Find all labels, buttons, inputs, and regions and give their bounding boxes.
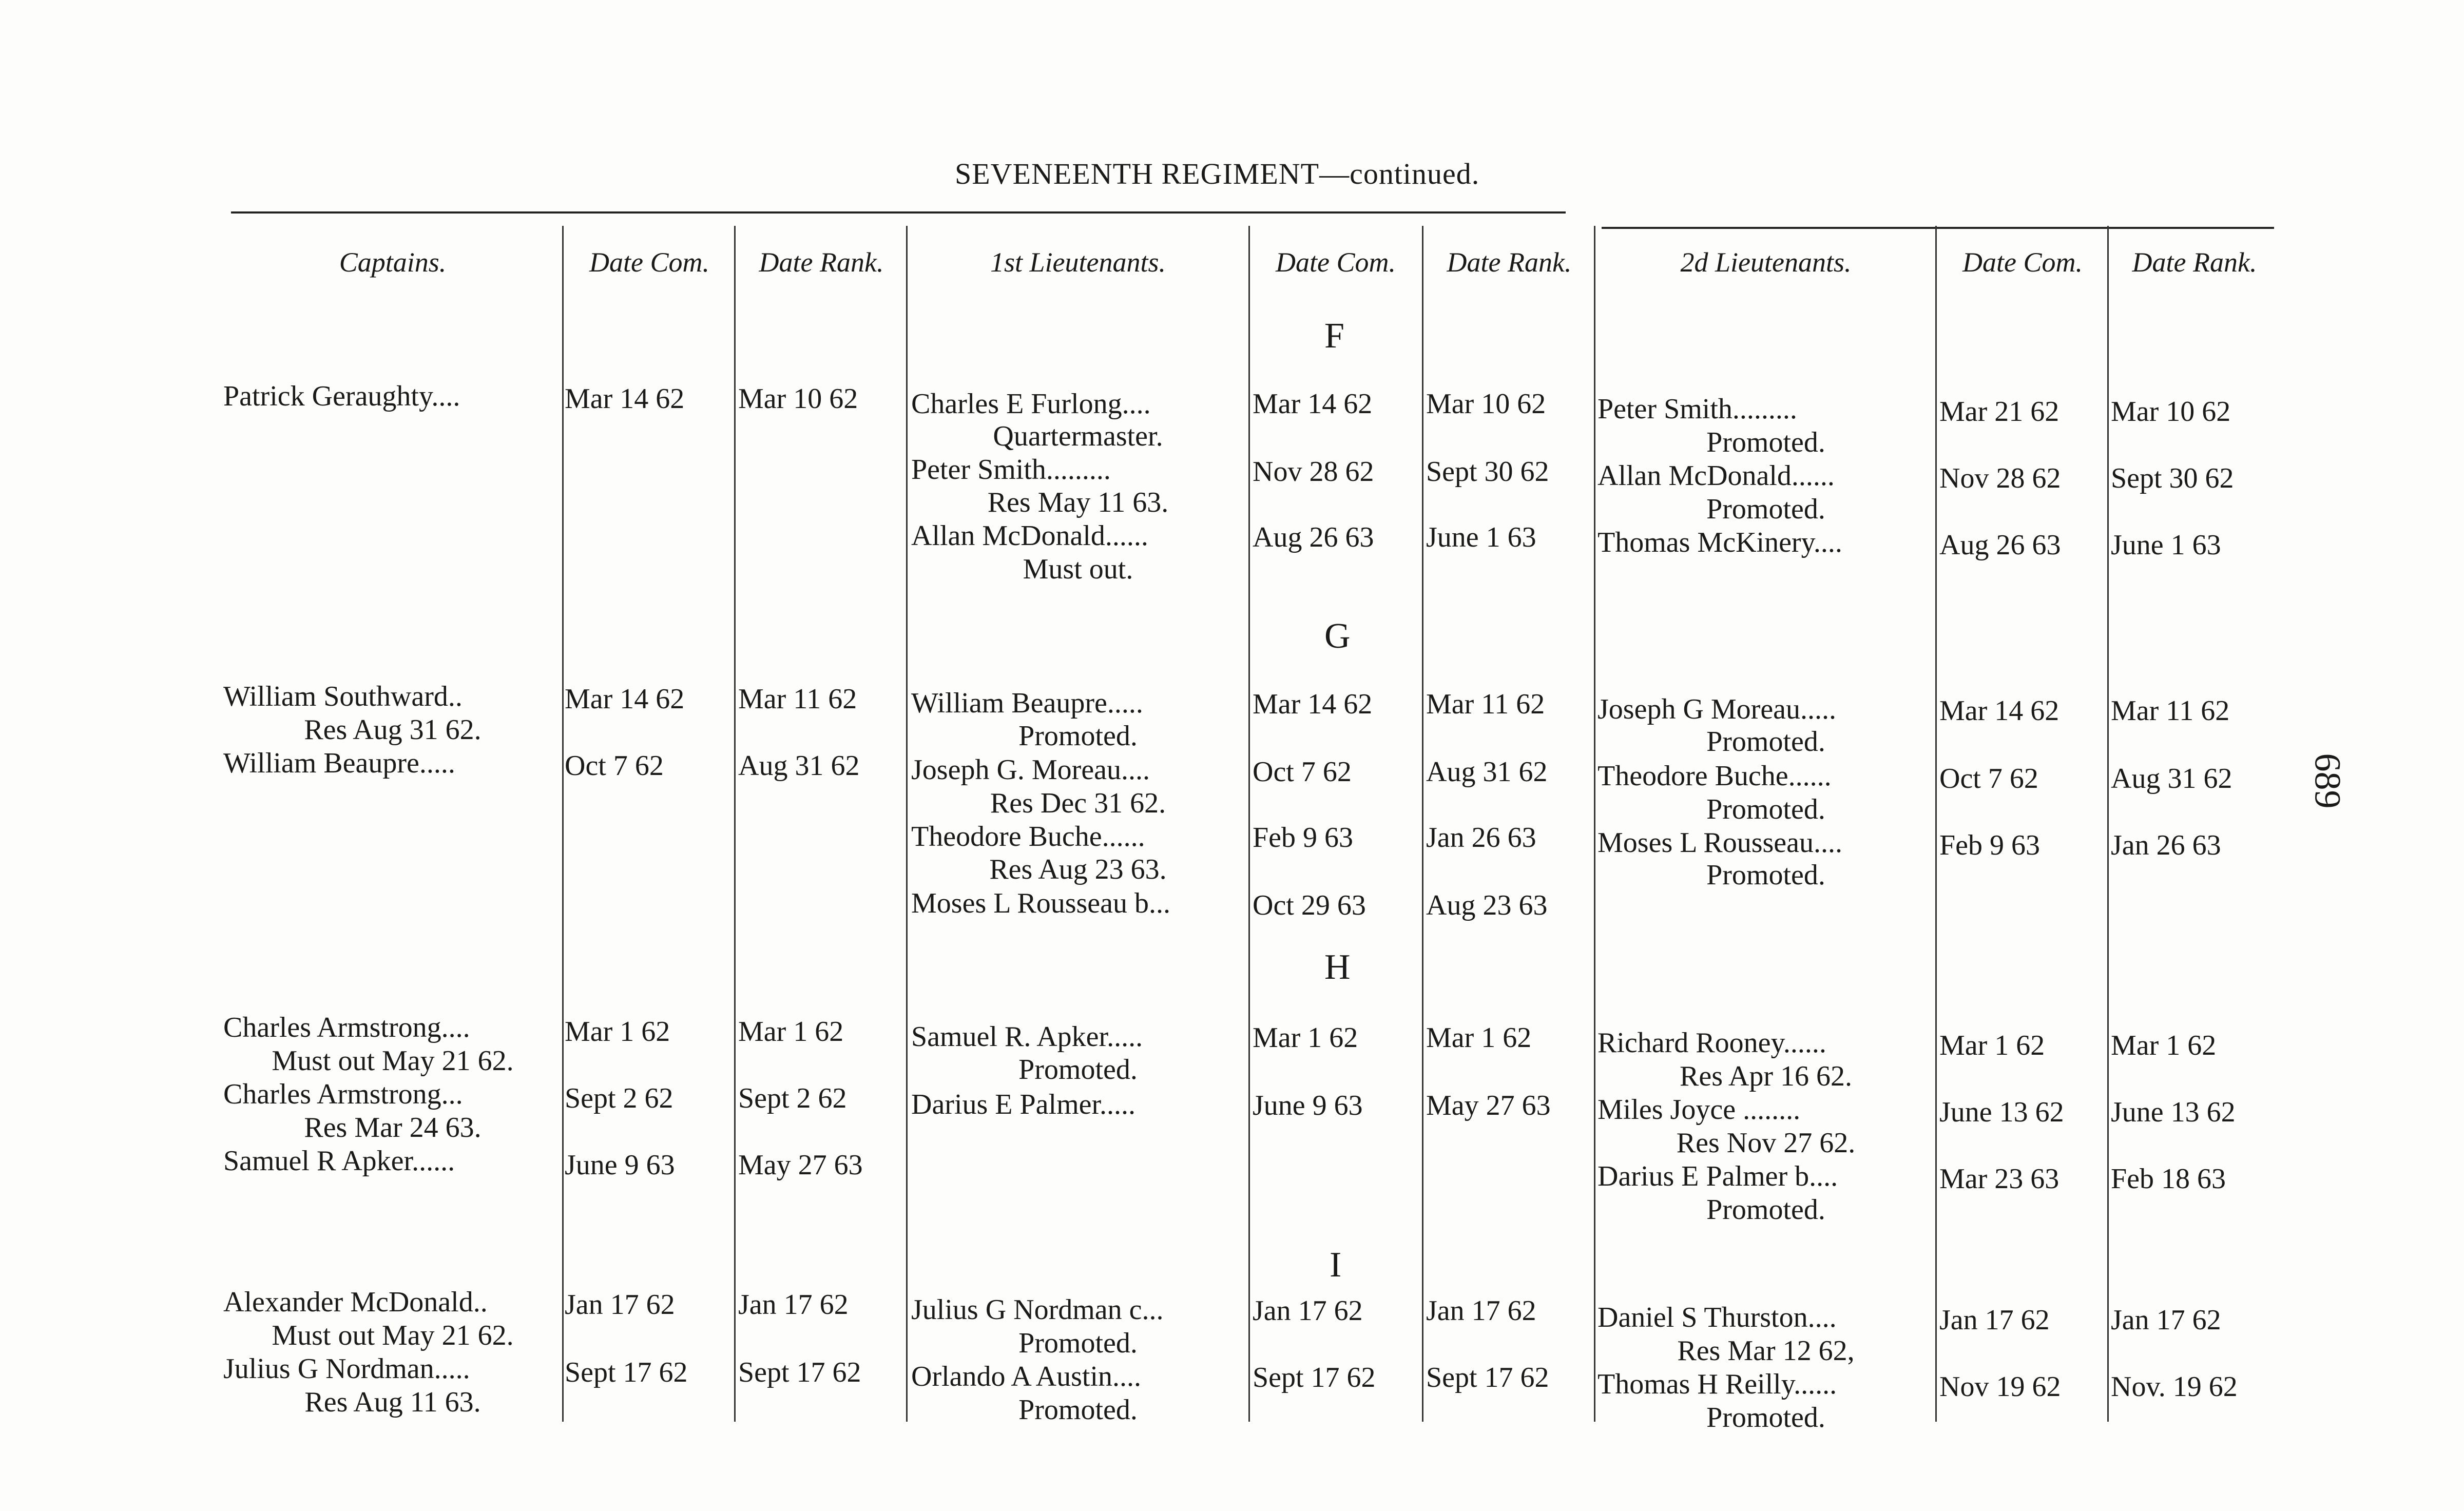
date-com: Oct 7 62 bbox=[1253, 756, 1352, 788]
date-rank: Sept 30 62 bbox=[2111, 462, 2234, 494]
date-rank: Mar 10 62 bbox=[2111, 396, 2231, 428]
title-rule-right bbox=[1602, 227, 2274, 229]
date-rank: Nov. 19 62 bbox=[2111, 1371, 2238, 1403]
first-lt-name: Theodore Buche...... bbox=[911, 821, 1145, 853]
column-divider bbox=[1935, 226, 1937, 1422]
second-lt-name: Daniel S Thurston.... bbox=[1597, 1302, 1837, 1333]
first-lt-note: Quartermaster. bbox=[993, 420, 1163, 452]
date-rank: June 1 63 bbox=[2111, 529, 2221, 561]
first-lt-name: Orlando A Austin.... bbox=[911, 1361, 1142, 1392]
first-lt-name: Darius E Palmer..... bbox=[911, 1089, 1136, 1120]
second-lt-note: Promoted. bbox=[1706, 427, 1825, 458]
date-rank: Aug 23 63 bbox=[1426, 889, 1548, 921]
section-letter: H bbox=[1324, 947, 1351, 987]
header-date-rank: Date Rank. bbox=[759, 247, 884, 278]
date-com: June 9 63 bbox=[1253, 1090, 1363, 1121]
column-divider bbox=[2107, 226, 2109, 1422]
second-lt-note: Promoted. bbox=[1706, 1194, 1825, 1226]
captain-name: Charles Armstrong.... bbox=[223, 1012, 470, 1043]
captain-note: Must out May 21 62. bbox=[272, 1045, 514, 1077]
date-com: Mar 21 62 bbox=[1939, 396, 2059, 428]
date-rank: Jan 17 62 bbox=[2111, 1304, 2221, 1336]
header-date-rank: Date Rank. bbox=[1447, 247, 1572, 278]
date-com: Nov 28 62 bbox=[1939, 462, 2061, 494]
date-rank: Sept 17 62 bbox=[738, 1357, 861, 1388]
first-lt-name: Joseph G. Moreau.... bbox=[911, 754, 1150, 786]
date-rank: Mar 10 62 bbox=[1426, 388, 1546, 420]
second-lt-note: Promoted. bbox=[1706, 793, 1825, 825]
date-com: Oct 29 63 bbox=[1253, 889, 1366, 921]
date-com: Sept 2 62 bbox=[565, 1082, 673, 1114]
section-letter: I bbox=[1330, 1245, 1342, 1285]
date-com: Mar 1 62 bbox=[1253, 1022, 1358, 1054]
captain-name: Julius G Nordman..... bbox=[223, 1353, 470, 1385]
header-captains: Captains. bbox=[339, 247, 447, 278]
second-lt-note: Promoted. bbox=[1706, 1402, 1825, 1433]
date-com: Mar 14 62 bbox=[565, 683, 685, 715]
date-com: Jan 17 62 bbox=[1253, 1295, 1363, 1327]
header-date-com: Date Com. bbox=[1276, 247, 1396, 278]
second-lt-name: Theodore Buche...... bbox=[1597, 760, 1832, 792]
captain-note: Res Aug 11 63. bbox=[304, 1386, 481, 1418]
date-com: Mar 14 62 bbox=[565, 383, 685, 415]
captain-name: William Beaupre..... bbox=[223, 747, 455, 779]
date-rank: Sept 30 62 bbox=[1426, 456, 1549, 488]
date-com: Oct 7 62 bbox=[1939, 763, 2038, 795]
date-rank: Mar 11 62 bbox=[738, 683, 857, 715]
captain-name: Charles Armstrong... bbox=[223, 1078, 463, 1110]
column-divider bbox=[906, 226, 908, 1422]
captain-name: William Southward.. bbox=[223, 681, 463, 712]
header-date-com: Date Com. bbox=[589, 247, 709, 278]
second-lt-name: Richard Rooney...... bbox=[1597, 1027, 1826, 1059]
second-lt-note: Promoted. bbox=[1706, 493, 1825, 525]
second-lt-name: Thomas McKinery.... bbox=[1597, 527, 1842, 558]
second-lt-note: Promoted. bbox=[1706, 859, 1825, 891]
date-rank: Feb 18 63 bbox=[2111, 1163, 2226, 1195]
second-lt-name: Miles Joyce ........ bbox=[1597, 1094, 1801, 1126]
section-letter: G bbox=[1324, 616, 1351, 656]
first-lt-note: Res May 11 63. bbox=[987, 487, 1169, 518]
date-rank: Jan 26 63 bbox=[2111, 829, 2221, 861]
column-divider bbox=[562, 226, 564, 1422]
date-rank: Mar 1 62 bbox=[1426, 1022, 1532, 1054]
page-number: 689 bbox=[2307, 753, 2348, 809]
date-com: Mar 23 63 bbox=[1939, 1163, 2059, 1195]
header-second-lieutenants: 2d Lieutenants. bbox=[1680, 247, 1852, 278]
first-lt-note: Promoted. bbox=[1018, 1394, 1138, 1426]
first-lt-note: Res Dec 31 62. bbox=[990, 787, 1166, 819]
date-rank: June 13 62 bbox=[2111, 1096, 2236, 1128]
date-rank: Sept 2 62 bbox=[738, 1082, 847, 1114]
section-letter: F bbox=[1324, 316, 1344, 356]
first-lt-note: Promoted. bbox=[1018, 1327, 1138, 1359]
date-rank: Mar 11 62 bbox=[1426, 688, 1545, 720]
second-lt-name: Allan McDonald...... bbox=[1597, 460, 1835, 492]
title-rule-left bbox=[231, 211, 1566, 214]
date-rank: Jan 17 62 bbox=[1426, 1295, 1536, 1327]
date-rank: May 27 63 bbox=[738, 1149, 863, 1181]
header-first-lieutenants: 1st Lieutenants. bbox=[990, 247, 1166, 278]
first-lt-name: Allan McDonald...... bbox=[911, 520, 1148, 552]
date-com: Jan 17 62 bbox=[1939, 1304, 2050, 1336]
date-rank: Sept 17 62 bbox=[1426, 1362, 1549, 1393]
first-lt-name: Samuel R. Apker..... bbox=[911, 1021, 1143, 1053]
first-lt-note: Res Aug 23 63. bbox=[989, 854, 1167, 885]
second-lt-note: Res Nov 27 62. bbox=[1676, 1127, 1856, 1159]
second-lt-name: Joseph G Moreau..... bbox=[1597, 693, 1837, 725]
captain-note: Must out May 21 62. bbox=[272, 1320, 514, 1351]
date-rank: Jan 17 62 bbox=[738, 1289, 849, 1321]
date-rank: Mar 1 62 bbox=[2111, 1030, 2217, 1061]
date-com: June 13 62 bbox=[1939, 1096, 2064, 1128]
second-lt-name: Darius E Palmer b.... bbox=[1597, 1160, 1838, 1192]
captain-name: Patrick Geraughty.... bbox=[223, 380, 460, 412]
second-lt-note: Res Mar 12 62, bbox=[1677, 1335, 1855, 1367]
first-lt-name: Julius G Nordman c... bbox=[911, 1294, 1164, 1326]
captain-name: Alexander McDonald.. bbox=[223, 1286, 488, 1318]
date-com: Feb 9 63 bbox=[1253, 822, 1353, 854]
first-lt-name: William Beaupre..... bbox=[911, 687, 1143, 719]
captain-note: Res Aug 31 62. bbox=[304, 714, 482, 746]
date-com: Nov 28 62 bbox=[1253, 456, 1374, 488]
date-com: Aug 26 63 bbox=[1939, 529, 2061, 561]
date-rank: Jan 26 63 bbox=[1426, 822, 1536, 854]
date-com: Sept 17 62 bbox=[565, 1357, 688, 1388]
date-com: Aug 26 63 bbox=[1253, 521, 1374, 553]
column-divider bbox=[1248, 226, 1250, 1422]
captain-name: Samuel R Apker...... bbox=[223, 1145, 455, 1177]
captain-note: Res Mar 24 63. bbox=[304, 1112, 482, 1144]
second-lt-note: Res Apr 16 62. bbox=[1680, 1060, 1852, 1092]
date-rank: Mar 11 62 bbox=[2111, 695, 2230, 727]
page-title: SEVENEENTH REGIMENT—continued. bbox=[955, 157, 1480, 190]
first-lt-name: Charles E Furlong.... bbox=[911, 388, 1151, 420]
date-com: Feb 9 63 bbox=[1939, 829, 2040, 861]
date-com: June 9 63 bbox=[565, 1149, 675, 1181]
first-lt-note: Must out. bbox=[1023, 553, 1133, 585]
date-rank: Mar 1 62 bbox=[738, 1016, 844, 1048]
header-date-com: Date Com. bbox=[1962, 247, 2083, 278]
header-date-rank: Date Rank. bbox=[2132, 247, 2257, 278]
date-rank: June 1 63 bbox=[1426, 521, 1536, 553]
date-com: Mar 1 62 bbox=[565, 1016, 670, 1048]
date-rank: Mar 10 62 bbox=[738, 383, 858, 415]
second-lt-name: Moses L Rousseau.... bbox=[1597, 827, 1843, 859]
date-rank: May 27 63 bbox=[1426, 1090, 1551, 1121]
second-lt-name: Thomas H Reilly...... bbox=[1597, 1368, 1837, 1400]
date-com: Mar 14 62 bbox=[1939, 695, 2059, 727]
first-lt-note: Promoted. bbox=[1018, 720, 1138, 752]
date-com: Nov 19 62 bbox=[1939, 1371, 2061, 1403]
first-lt-name: Moses L Rousseau b... bbox=[911, 887, 1171, 919]
date-com: Oct 7 62 bbox=[565, 750, 664, 782]
date-rank: Aug 31 62 bbox=[738, 750, 860, 782]
date-rank: Aug 31 62 bbox=[2111, 763, 2232, 795]
column-divider bbox=[1422, 226, 1423, 1422]
column-divider bbox=[1594, 226, 1595, 1422]
date-com: Sept 17 62 bbox=[1253, 1362, 1376, 1393]
date-com: Mar 14 62 bbox=[1253, 688, 1373, 720]
date-com: Jan 17 62 bbox=[565, 1289, 675, 1321]
date-com: Mar 14 62 bbox=[1253, 388, 1373, 420]
first-lt-note: Promoted. bbox=[1018, 1054, 1138, 1086]
first-lt-name: Peter Smith......... bbox=[911, 454, 1111, 486]
second-lt-name: Peter Smith......... bbox=[1597, 393, 1797, 425]
date-rank: Aug 31 62 bbox=[1426, 756, 1548, 788]
date-com: Mar 1 62 bbox=[1939, 1030, 2045, 1061]
column-divider bbox=[734, 226, 736, 1422]
second-lt-note: Promoted. bbox=[1706, 726, 1825, 758]
